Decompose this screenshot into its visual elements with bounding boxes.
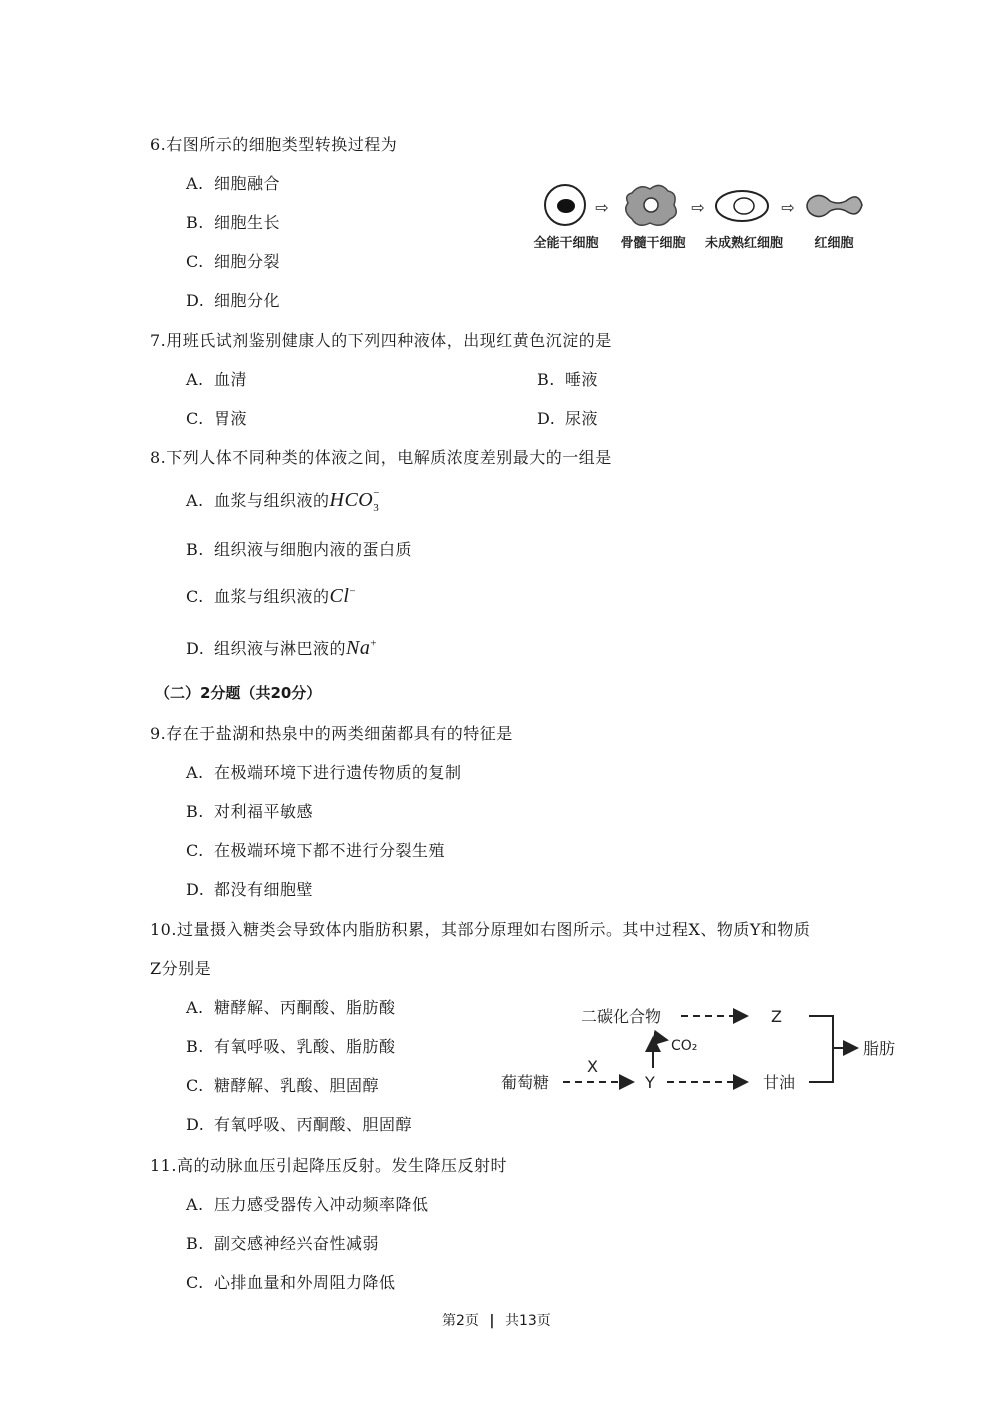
immature-red-blood-cell (716, 191, 768, 221)
q7-stem: 7.用班氏试剂鉴别健康人的下列四种液体，出现红黄色沉淀的是 (150, 331, 612, 350)
option-letter: A. (186, 174, 204, 193)
label-glycerol: 甘油 (763, 1073, 796, 1092)
label-glucose: 葡萄糖 (501, 1073, 550, 1092)
label-immature-rbc: 未成熟红细胞 (704, 236, 784, 251)
page-footer (442, 1310, 551, 1330)
label-bone-marrow: 骨髓干细胞 (620, 236, 686, 251)
option-text: 糖酵解、丙酮酸、脂肪酸 (214, 998, 396, 1017)
formula-hco3: $HCO_3^-$ (329, 487, 380, 514)
q9-stem: 9.存在于盐湖和热泉中的两类细菌都具有的特征是 (150, 724, 513, 743)
page-number: 第2页 (442, 1313, 479, 1329)
option-letter: D. (537, 409, 556, 428)
cell-differentiation-diagram (520, 175, 870, 260)
page-total: 共13页 (504, 1313, 551, 1329)
label-y: Y (645, 1073, 655, 1092)
q9-option-d[interactable] (186, 877, 313, 900)
section-heading: （二）2分题（共20分） (155, 684, 322, 702)
option-letter: D. (186, 880, 205, 899)
q7-option-b[interactable] (537, 367, 598, 390)
option-letter: A. (186, 370, 204, 389)
q10-stem-line1: 10.过量摄入糖类会导致体内脂肪积累，其部分原理如右图所示。其中过程X、物质Y和物质 (150, 920, 811, 939)
option-letter: C. (186, 409, 204, 428)
q9-option-b[interactable] (186, 799, 313, 822)
label-fat: 脂肪 (863, 1039, 896, 1058)
option-text: 都没有细胞壁 (214, 880, 314, 899)
option-letter: A. (186, 763, 204, 782)
formula-cl: Cl− (329, 585, 357, 607)
option-text: 血浆与组织液的 (214, 491, 330, 510)
q6-option-d[interactable] (186, 288, 280, 311)
option-letter: B. (537, 370, 555, 389)
option-letter: C. (186, 587, 204, 606)
q8-option-d[interactable] (186, 636, 377, 660)
option-text: 副交感神经兴奋性减弱 (214, 1234, 380, 1253)
option-text: 尿液 (565, 409, 599, 428)
option-text: 组织液与细胞内液的蛋白质 (214, 540, 413, 559)
q11-option-b[interactable] (186, 1231, 379, 1254)
q10-option-a[interactable] (186, 995, 396, 1018)
q9-option-c[interactable] (186, 838, 445, 861)
q10-option-b[interactable] (186, 1034, 396, 1057)
option-letter: B. (186, 540, 204, 559)
label-rbc: 红细胞 (814, 236, 854, 251)
option-letter: A. (186, 491, 204, 510)
bone-marrow-stem-cell (626, 185, 677, 225)
option-letter: D. (186, 639, 205, 658)
q8-option-c[interactable] (186, 584, 356, 608)
arrow-1: ⇨ (595, 198, 609, 217)
option-letter: D. (186, 1115, 205, 1134)
q10-option-d[interactable] (186, 1112, 412, 1135)
q11-option-a[interactable] (186, 1192, 429, 1215)
option-letter: A. (186, 998, 204, 1017)
option-letter: C. (186, 252, 204, 271)
option-text: 细胞融合 (214, 174, 281, 193)
arrow-3: ⇨ (781, 198, 795, 217)
q6-option-a[interactable] (186, 171, 280, 194)
option-text: 糖酵解、乳酸、胆固醇 (214, 1076, 380, 1095)
label-co2: CO₂ (671, 1038, 698, 1054)
label-x: X (587, 1057, 598, 1076)
option-text: 细胞分化 (214, 291, 281, 310)
option-letter: B. (186, 1234, 204, 1253)
option-text: 胃液 (214, 409, 248, 428)
label-totipotent: 全能干细胞 (533, 236, 599, 251)
q10-option-c[interactable] (186, 1073, 379, 1096)
option-text: 组织液与淋巴液的 (214, 639, 347, 658)
red-blood-cell (807, 195, 862, 216)
option-text: 唾液 (565, 370, 599, 389)
option-text: 在极端环境下进行遗传物质的复制 (214, 763, 462, 782)
arrow-2: ⇨ (691, 198, 705, 217)
option-text: 对利福平敏感 (214, 802, 314, 821)
option-letter: A. (186, 1195, 204, 1214)
option-text: 血浆与组织液的 (214, 587, 330, 606)
q11-stem: 11.高的动脉血压引起降压反射。发生降压反射时 (150, 1156, 507, 1175)
option-text: 细胞分裂 (214, 252, 281, 271)
q6-option-b[interactable] (186, 210, 280, 233)
option-text: 有氧呼吸、丙酮酸、胆固醇 (214, 1115, 413, 1134)
bracket (809, 1016, 833, 1082)
q10-stem-line2: Z分别是 (150, 959, 212, 978)
q11-option-c[interactable] (186, 1270, 396, 1293)
option-letter: B. (186, 802, 204, 821)
glucose-to-fat-diagram (495, 998, 915, 1098)
footer-separator: | (489, 1313, 495, 1329)
option-text: 有氧呼吸、乳酸、脂肪酸 (214, 1037, 396, 1056)
option-letter: B. (186, 213, 204, 232)
q6-option-c[interactable] (186, 249, 280, 272)
option-letter: C. (186, 1076, 204, 1095)
q8-stem: 8.下列人体不同种类的体液之间，电解质浓度差别最大的一组是 (150, 448, 612, 467)
q8-option-b[interactable] (186, 537, 412, 560)
option-text: 细胞生长 (214, 213, 281, 232)
arrow-co2 (653, 1040, 667, 1045)
totipotent-stem-cell (545, 185, 585, 225)
label-z: Z (771, 1007, 782, 1026)
q7-option-c[interactable] (186, 406, 247, 429)
q8-option-a[interactable] (186, 488, 380, 514)
q9-option-a[interactable] (186, 760, 462, 783)
option-letter: B. (186, 1037, 204, 1056)
option-letter: C. (186, 1273, 204, 1292)
option-text: 压力感受器传入冲动频率降低 (214, 1195, 429, 1214)
q6-stem: 6.右图所示的细胞类型转换过程为 (150, 135, 398, 154)
q7-option-a[interactable] (186, 367, 247, 390)
label-two-carbon: 二碳化合物 (581, 1007, 662, 1026)
option-letter: C. (186, 841, 204, 860)
q7-option-d[interactable] (537, 406, 598, 429)
option-letter: D. (186, 291, 205, 310)
formula-na: Na+ (346, 637, 378, 659)
option-text: 血清 (214, 370, 248, 389)
option-text: 在极端环境下都不进行分裂生殖 (214, 841, 446, 860)
option-text: 心排血量和外周阻力降低 (214, 1273, 396, 1292)
